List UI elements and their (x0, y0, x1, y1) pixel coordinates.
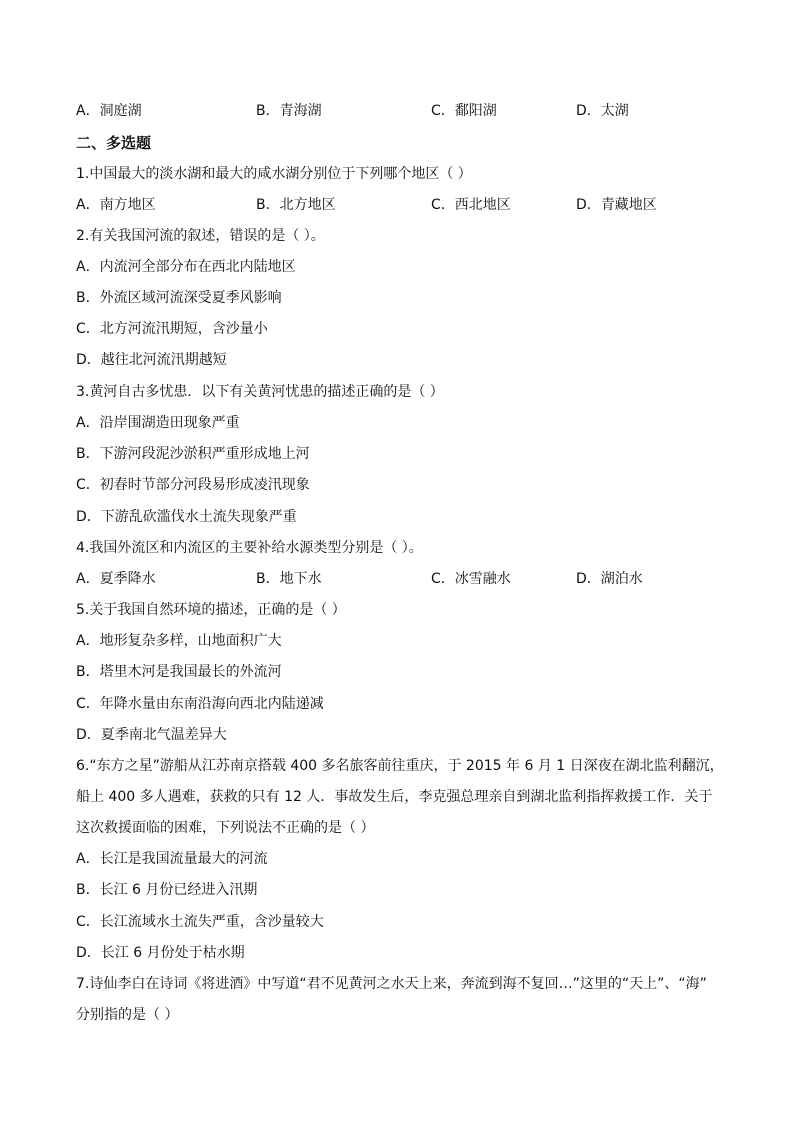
question-2-option-a: A．内流河全部分布在西北内陆地区 (76, 259, 296, 275)
question-5-option-d: D．夏季南北气温差异大 (76, 727, 227, 743)
question-3-option-a: A．沿岸围湖造田现象严重 (76, 415, 240, 431)
top-options-row (76, 101, 736, 121)
question-2-option-b: B．外流区域河流深受夏季风影响 (76, 290, 282, 306)
option-d: D．太湖 (576, 103, 629, 119)
option-d: D．湖泊水 (576, 571, 643, 587)
option-a: A．南方地区 (76, 197, 156, 213)
option-b: B．青海湖 (256, 103, 322, 119)
question-2-stem: 2.有关我国河流的叙述，错误的是（ ）。 (76, 228, 325, 244)
question-4-options (76, 569, 736, 589)
option-c: C．西北地区 (431, 197, 511, 213)
question-7-stem-line-1: 7.诗仙李白在诗词《将进酒》中写道“君不见黄河之水天上来，奔流到海不复回…”这里的“天上”、“海” (76, 976, 707, 992)
section-title: 二、多选题 (76, 134, 152, 152)
option-a: A．洞庭湖 (76, 103, 142, 119)
question-6-option-b: B．长江 6 月份已经进入汛期 (76, 882, 258, 898)
option-c: C．冰雪融水 (431, 571, 511, 587)
question-3-stem: 3.黄河自古多忧患．以下有关黄河忧患的描述正确的是（ ） (76, 384, 444, 400)
question-6-stem-line-1: 6.“东方之星”游船从江苏南京搭载 400 多名旅客前往重庆，于 2015 年 6 月 1 日深夜在湖北监利翻沉， (76, 758, 724, 774)
option-c: C．鄱阳湖 (431, 103, 497, 119)
question-3-option-d: D．下游乱砍滥伐水土流失现象严重 (76, 509, 297, 525)
question-5-stem: 5.关于我国自然环境的描述，正确的是（ ） (76, 602, 346, 618)
option-d: D．青藏地区 (576, 197, 657, 213)
question-3-option-c: C．初春时节部分河段易形成凌汛现象 (76, 477, 310, 493)
question-2-option-d: D．越往北河流汛期越短 (76, 352, 227, 368)
question-6-stem-line-3: 这次救援面临的困难，下列说法不正确的是（ ） (76, 820, 375, 836)
question-6-option-c: C．长江流域水土流失严重，含沙量较大 (76, 914, 324, 930)
question-5-option-c: C．年降水量由东南沿海向西北内陆递减 (76, 696, 324, 712)
question-1-stem: 1.中国最大的淡水湖和最大的咸水湖分别位于下列哪个地区（ ） (76, 166, 472, 182)
question-1-options (76, 195, 736, 215)
option-a: A．夏季降水 (76, 571, 156, 587)
question-4-stem: 4.我国外流区和内流区的主要补给水源类型分别是（ ）。 (76, 540, 423, 556)
question-5-option-b: B．塔里木河是我国最长的外流河 (76, 664, 282, 680)
question-5-option-a: A．地形复杂多样，山地面积广大 (76, 633, 282, 649)
question-6-stem-line-2: 船上 400 多人遇难，获救的只有 12 人．事故发生后，李克强总理亲自到湖北监利指挥救援工作．关于 (76, 789, 713, 805)
question-2-option-c: C．北方河流汛期短，含沙量小 (76, 321, 268, 337)
question-6-option-a: A．长江是我国流量最大的河流 (76, 851, 268, 867)
option-b: B．地下水 (256, 571, 322, 587)
question-3-option-b: B．下游河段泥沙淤积严重形成地上河 (76, 446, 310, 462)
option-b: B．北方地区 (256, 197, 336, 213)
question-7-stem-line-2: 分别指的是（ ） (76, 1007, 179, 1023)
question-6-option-d: D．长江 6 月份处于枯水期 (76, 945, 245, 961)
